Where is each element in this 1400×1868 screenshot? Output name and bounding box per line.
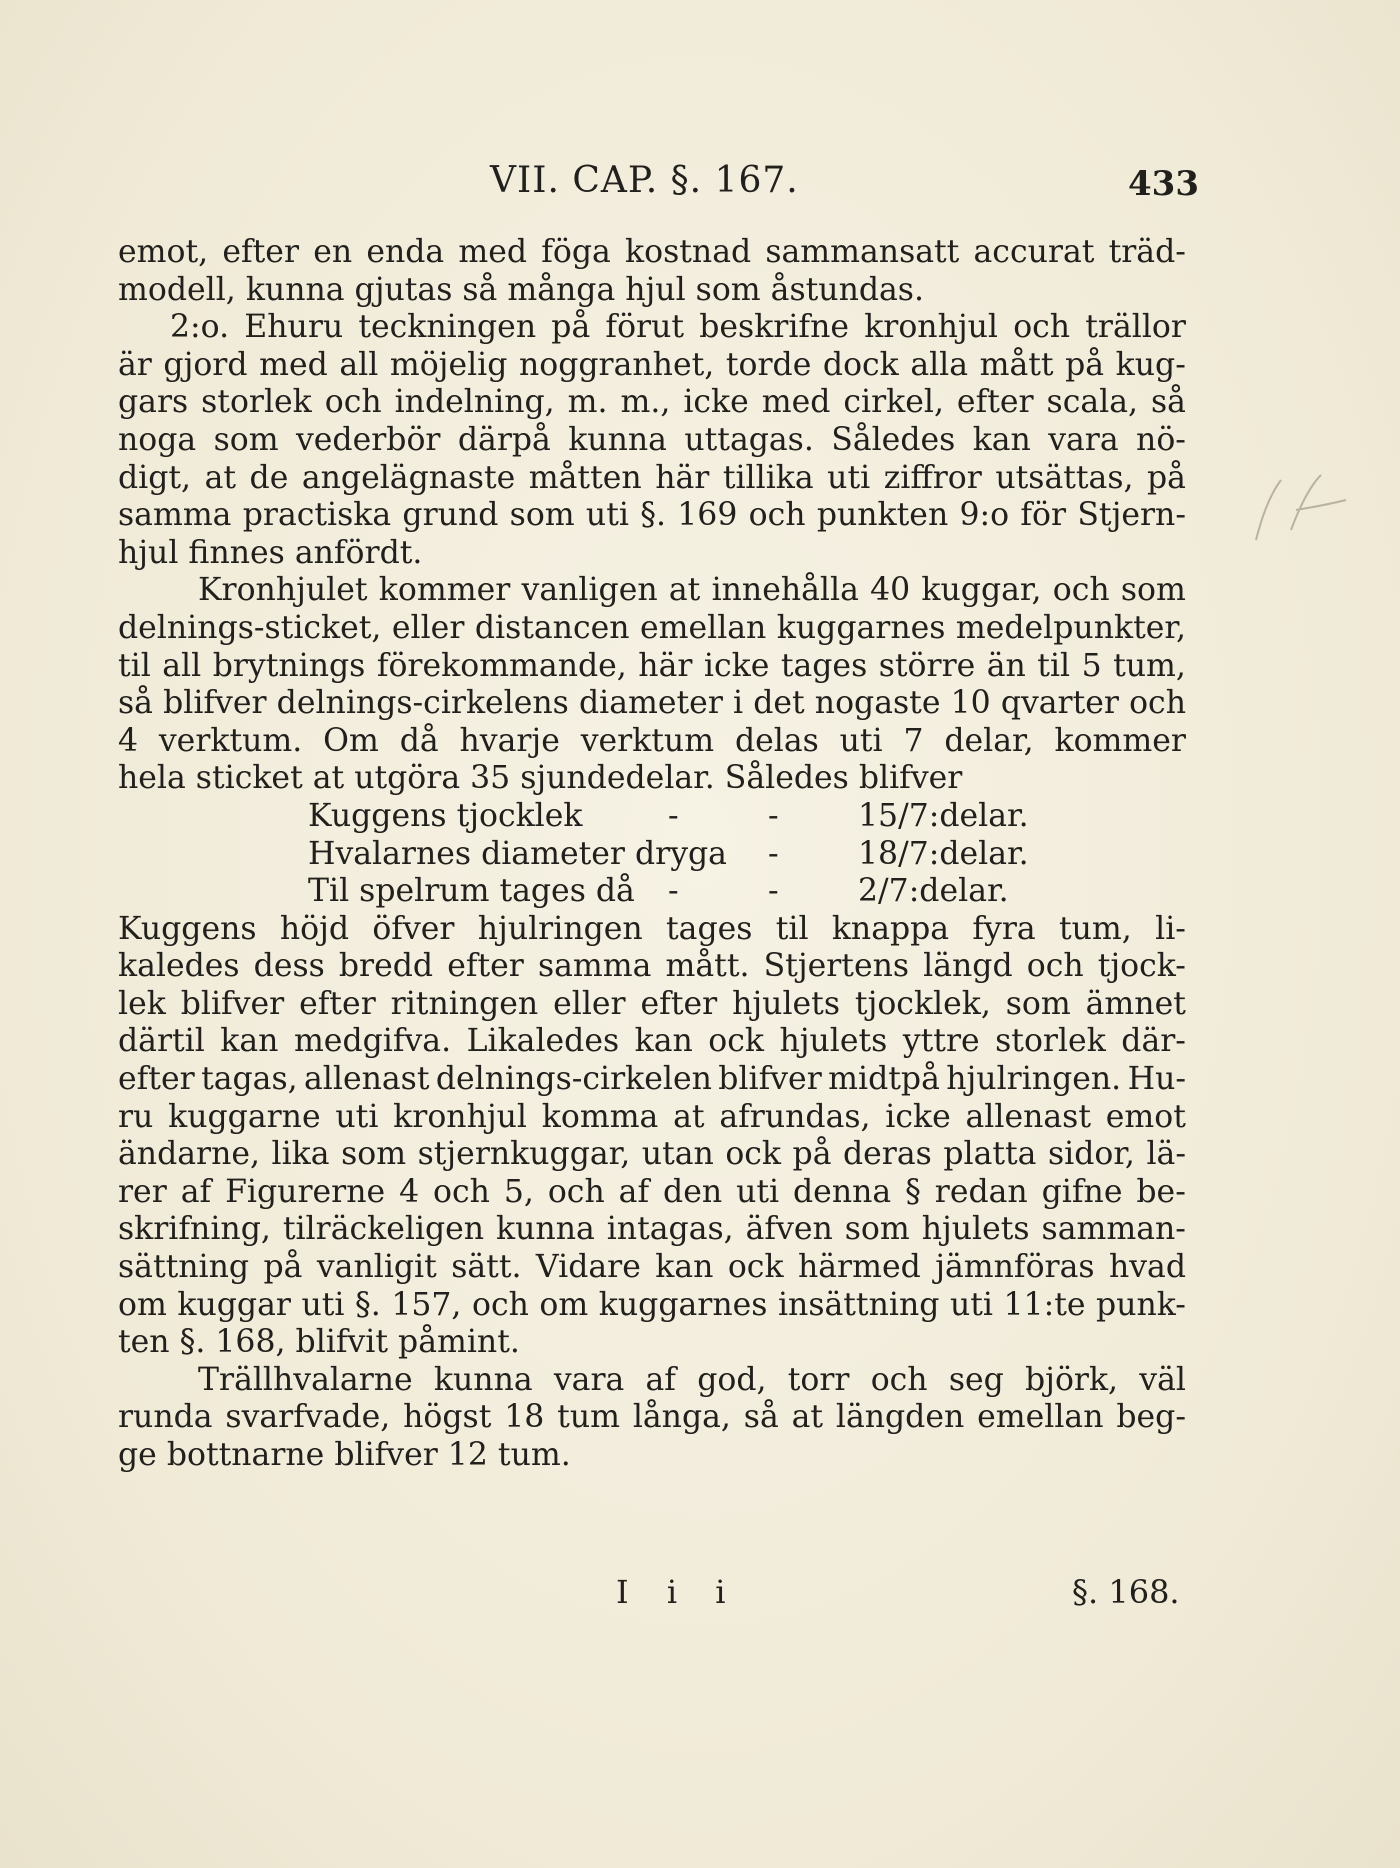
measure-row bbox=[118, 836, 1186, 874]
text-line bbox=[118, 1061, 1186, 1099]
page-footer bbox=[0, 1573, 1400, 1623]
line-text: emot, efter en enda med föga kostnad sammansatt accurat träd- bbox=[118, 234, 1186, 270]
text-line bbox=[118, 460, 1186, 498]
line-text: skrifning, tilräckeligen kunna intagas, äfven som hjulets samman- bbox=[118, 1211, 1186, 1248]
text-line bbox=[118, 1437, 1186, 1475]
text-line bbox=[118, 1174, 1186, 1212]
text-line bbox=[118, 309, 1186, 347]
text-line bbox=[118, 648, 1186, 686]
line-text: ge bottnarne blifver 12 tum. bbox=[118, 1437, 571, 1473]
line-text: digt, at de angelägnaste måtten här tillika uti ziffror utsättas, på bbox=[118, 459, 1186, 496]
line-text: ru kuggarne uti kronhjul komma at afrundas, icke allenast emot bbox=[118, 1098, 1186, 1135]
page-number: 433 bbox=[1128, 164, 1199, 204]
line-text: efter tagas, allenast delnings-cirkelen blifver midtpå hjulringen. Hu- bbox=[118, 1061, 1186, 1098]
line-text: runda svarfvade, högst 18 tum långa, så at längden emellan beg- bbox=[118, 1399, 1186, 1436]
line-text: är gjord med all möjelig noggranhet, torde dock alla mått på kug- bbox=[118, 346, 1186, 383]
measure-row bbox=[118, 873, 1186, 911]
running-head bbox=[0, 160, 1400, 210]
line-text: sättning på vanligit sätt. Vidare kan ock härmed jämnföras hvad bbox=[118, 1249, 1186, 1286]
line-text: Kronhjulet kommer vanligen at innehålla 40 kuggar, och som bbox=[198, 572, 1186, 609]
measure-leader: - bbox=[668, 797, 679, 834]
line-text: ten §. 168, blifvit påmint. bbox=[118, 1324, 520, 1361]
measure-value: 18/7:delar. bbox=[858, 835, 1029, 872]
text-line bbox=[118, 1362, 1186, 1400]
text-line bbox=[118, 1136, 1186, 1174]
text-line bbox=[118, 535, 1186, 573]
text-line bbox=[118, 948, 1186, 986]
text-line bbox=[118, 986, 1186, 1024]
measure-leader: - bbox=[768, 797, 779, 834]
line-text: samma practiska grund som uti §. 169 och punkten 9:o för Stjern- bbox=[118, 497, 1186, 534]
measure-value: 15/7:delar. bbox=[858, 797, 1029, 834]
measure-label: Til spelrum tages då bbox=[308, 873, 635, 910]
line-text: Trällhvalarne kunna vara af god, torr och seg björk, väl bbox=[198, 1361, 1186, 1398]
line-text: delnings-sticket, eller distancen emellan kuggarnes medelpunkter, bbox=[118, 609, 1186, 646]
line-text: så blifver delnings-cirkelens diameter i det nogaste 10 qvarter och bbox=[118, 685, 1186, 722]
text-line bbox=[118, 723, 1186, 761]
text-line bbox=[118, 272, 1186, 310]
text-line bbox=[118, 1324, 1186, 1362]
text-line bbox=[118, 1023, 1186, 1061]
measure-value: 2/7:delar. bbox=[858, 873, 1009, 910]
line-text: rer af Figurerne 4 och 5, och af den uti denna § redan gifne be- bbox=[118, 1173, 1186, 1210]
line-text: noga som vederbör därpå kunna uttagas. Således kan vara nö- bbox=[118, 421, 1186, 458]
line-text: lek blifver efter ritningen eller efter hjulets tjocklek, som ämnet bbox=[118, 985, 1186, 1022]
text-line bbox=[118, 760, 1186, 798]
text-line bbox=[118, 1099, 1186, 1137]
body-text bbox=[118, 234, 1186, 1475]
text-line bbox=[118, 422, 1186, 460]
text-line bbox=[118, 347, 1186, 385]
line-text: hela sticket at utgöra 35 sjundedelar. Således blifver bbox=[118, 760, 963, 797]
pencil-annotation-mark bbox=[1246, 470, 1356, 560]
measure-leader: - bbox=[668, 873, 679, 910]
chapter-heading: VII. CAP. §. 167. bbox=[490, 160, 799, 201]
measure-leader: - bbox=[768, 873, 779, 910]
line-text: om kuggar uti §. 157, och om kuggarnes insättning uti 11:te punk- bbox=[118, 1286, 1186, 1323]
line-text: gars storlek och indelning, m. m., icke med cirkel, efter scala, så bbox=[118, 384, 1186, 421]
text-line bbox=[118, 685, 1186, 723]
line-text: til all brytnings förekommande, här icke tages större än til 5 tum, bbox=[118, 647, 1186, 684]
line-text: 4 verktum. Om då hvarje verktum delas uti 7 delar, kommer bbox=[118, 722, 1186, 759]
line-text: modell, kunna gjutas så många hjul som åstundas. bbox=[118, 271, 924, 308]
measure-label: Hvalarnes diameter dryga bbox=[308, 835, 727, 872]
line-text: Kuggens höjd öfver hjulringen tages til knappa fyra tum, li- bbox=[118, 910, 1186, 947]
line-text: 2:o. Ehuru teckningen på förut beskrifne kronhjul och trällor bbox=[170, 309, 1186, 346]
measure-label: Kuggens tjocklek bbox=[308, 797, 583, 834]
line-text: ändarne, lika som stjernkuggar, utan ock på deras platta sidor, lä- bbox=[118, 1136, 1186, 1173]
text-line bbox=[118, 1287, 1186, 1325]
text-line bbox=[118, 234, 1186, 272]
measure-row bbox=[118, 798, 1186, 836]
measure-leader: - bbox=[768, 835, 779, 872]
catchword: §. 168. bbox=[1072, 1573, 1180, 1611]
signature-mark: I i i bbox=[616, 1573, 740, 1611]
text-line bbox=[118, 572, 1186, 610]
text-line bbox=[118, 1399, 1186, 1437]
text-line bbox=[118, 1249, 1186, 1287]
line-text: kaledes dess bredd efter samma mått. Stjertens längd och tjock- bbox=[118, 948, 1186, 985]
line-text: därtil kan medgifva. Likaledes kan ock hjulets yttre storlek där- bbox=[118, 1023, 1186, 1060]
text-line bbox=[118, 1211, 1186, 1249]
line-text: hjul finnes anfördt. bbox=[118, 534, 423, 571]
text-line bbox=[118, 911, 1186, 949]
text-line bbox=[118, 384, 1186, 422]
text-line bbox=[118, 497, 1186, 535]
text-line bbox=[118, 610, 1186, 648]
